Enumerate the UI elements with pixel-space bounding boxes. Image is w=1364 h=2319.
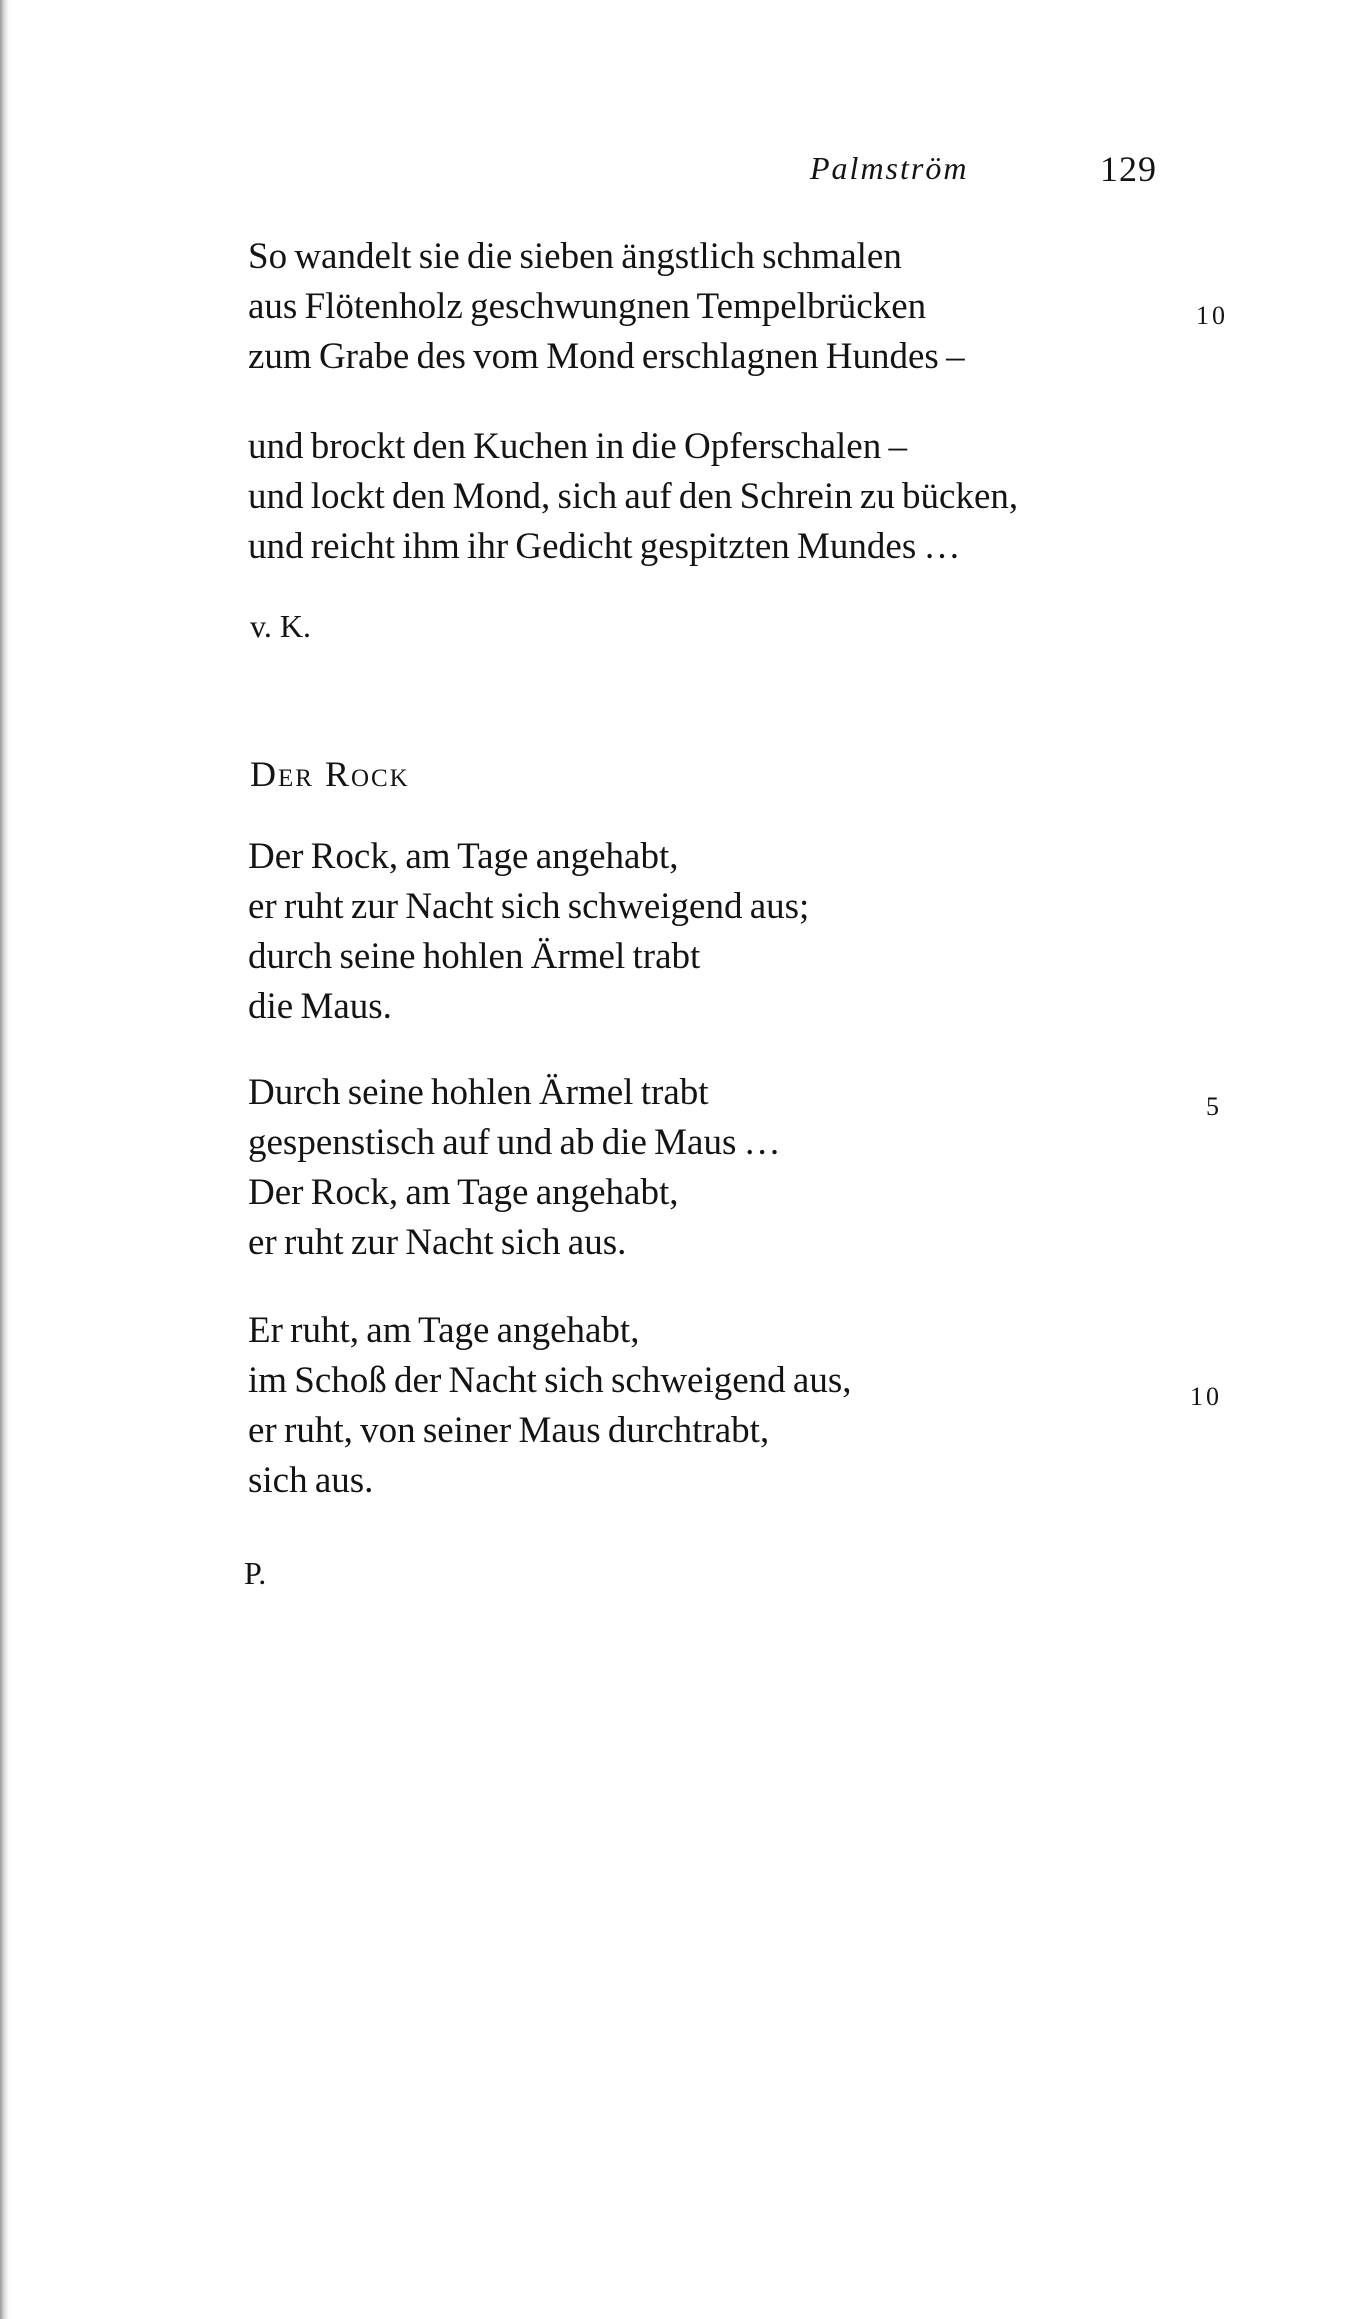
verse-line: die Maus. (248, 986, 392, 1027)
verse-line: So wandelt sie die sieben ängstlich schmalen (248, 236, 902, 277)
poem2-stanza-3 (248, 1306, 852, 1506)
verse-line: zum Grabe des vom Mond erschlagnen Hundes – (248, 336, 965, 377)
verse-line: gespenstisch auf und ab die Maus … (248, 1122, 781, 1163)
verse-line: er ruht zur Nacht sich aus. (248, 1222, 627, 1263)
poem-title: Der Rock (250, 754, 410, 794)
running-title: Palmström (810, 150, 969, 186)
line-number-10: 10 (1196, 301, 1228, 330)
verse-line: Durch seine hohlen Ärmel trabt (248, 1072, 709, 1113)
author-initials: v. K. (250, 608, 312, 644)
verse-line: sich aus. (248, 1460, 374, 1501)
line-number-5: 5 (1206, 1092, 1222, 1121)
poem2-stanza-2 (248, 1068, 781, 1268)
page-edge-shadow (0, 0, 9, 2319)
line-number-10: 10 (1190, 1382, 1222, 1411)
verse-line: und brockt den Kuchen in die Opferschalen – (248, 426, 907, 467)
verse-line: und lockt den Mond, sich auf den Schrein zu bücken, (248, 476, 1019, 517)
verse-line: im Schoß der Nacht sich schweigend aus, (248, 1360, 852, 1401)
page-number: 129 (1100, 149, 1157, 189)
verse-line: aus Flötenholz geschwungnen Tempelbrücken (248, 286, 927, 327)
verse-line: Er ruht, am Tage angehabt, (248, 1310, 640, 1351)
poem2-stanza-1 (248, 832, 809, 1032)
poem1-stanza-2 (248, 422, 1018, 572)
verse-line: er ruht zur Nacht sich schweigend aus; (248, 886, 810, 927)
verse-line: er ruht, von seiner Maus durchtrabt, (248, 1410, 770, 1451)
verse-line: Der Rock, am Tage angehabt, (248, 1172, 679, 1213)
poem1-stanza-1 (248, 232, 965, 382)
verse-line: Der Rock, am Tage angehabt, (248, 836, 679, 877)
author-initials: P. (244, 1555, 267, 1591)
verse-line: durch seine hohlen Ärmel trabt (248, 936, 701, 977)
verse-line: und reicht ihm ihr Gedicht gespitzten Mundes … (248, 526, 961, 567)
